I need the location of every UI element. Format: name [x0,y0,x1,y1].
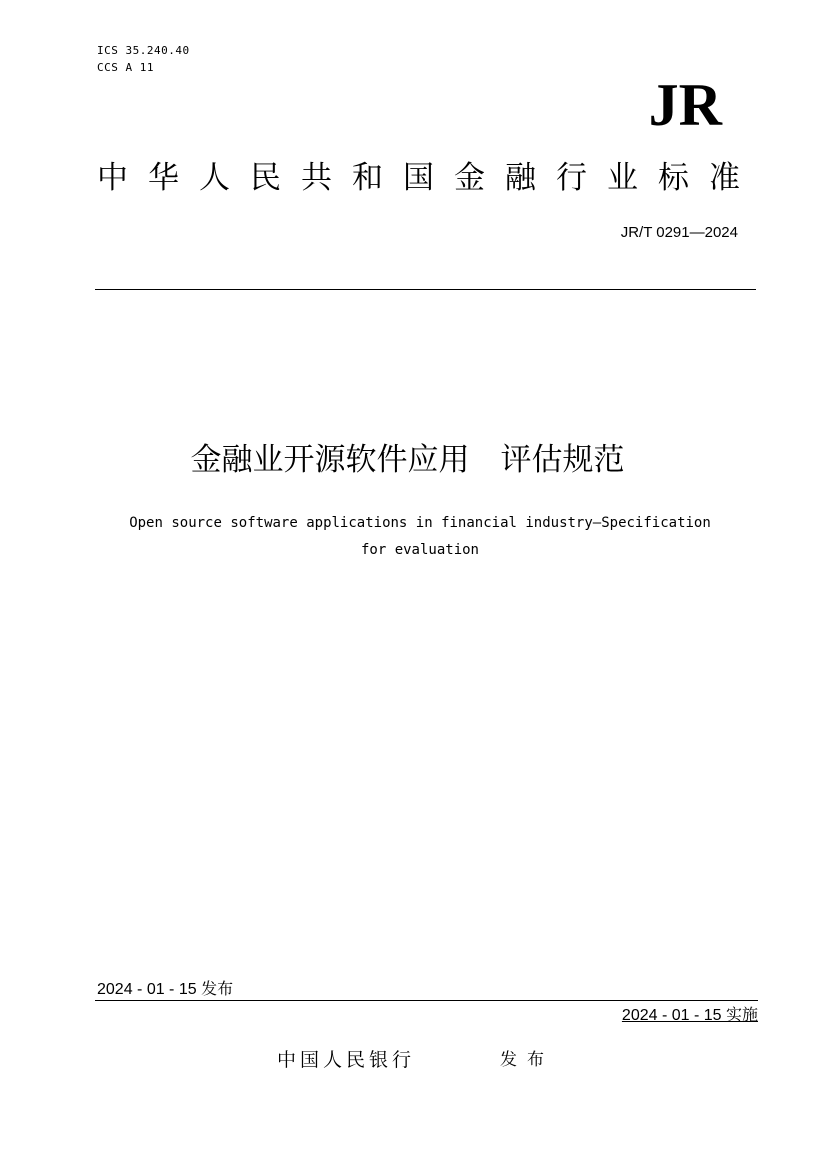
title-en-line-1: Open source software applications in financial industry—Specification [129,515,711,531]
issuer-name: 中国人民银行 [277,1049,416,1071]
document-title-cn: 金融业开源软件应用 评估规范 [190,442,625,478]
implementation-date-wrap [440,983,758,1027]
title-en-line-2: for evaluation [360,542,479,558]
implementation-date: 2024 - 01 - 15 实施 [621,1007,758,1024]
document-title-en [70,510,770,564]
ics-code: ICS 35.240.40 [97,44,190,57]
issue-date: 2024 - 01 - 15 发布 [97,981,234,998]
issue-label: 发布 [500,1050,554,1070]
standard-type-heading: 中华人民共和国金融行业标准 [97,160,760,196]
footer-divider [95,1000,758,1001]
ccs-code: CCS A 11 [97,61,154,74]
header-divider [95,289,756,290]
jr-logo: JR [648,72,722,138]
classification-codes [97,42,190,76]
standard-number: JR/T 0291—2024 [620,224,738,241]
